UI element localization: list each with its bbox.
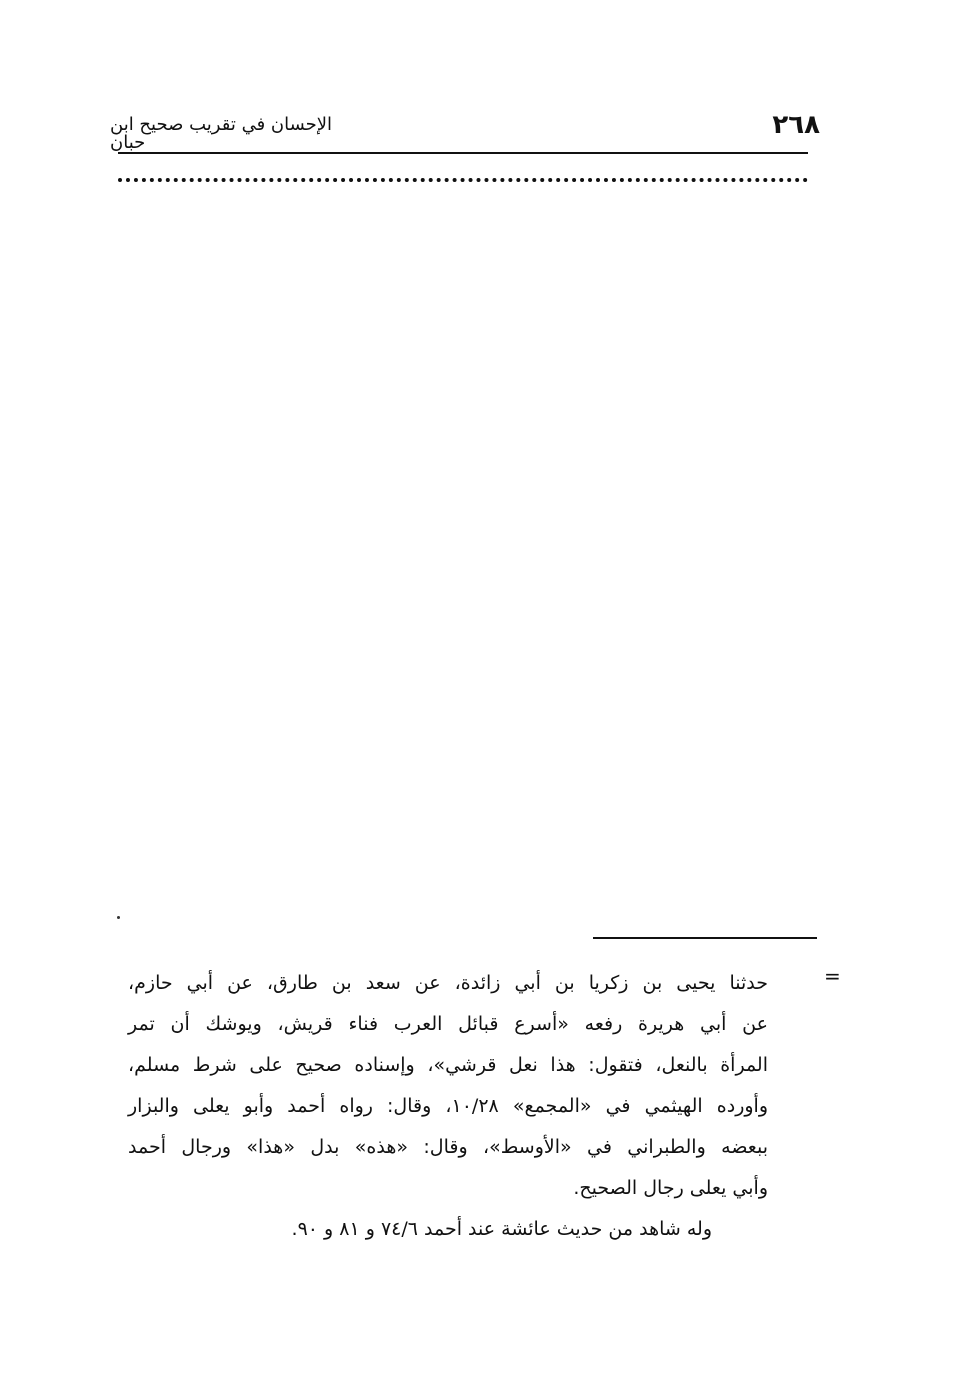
footnote-continuation-mark: = [824, 964, 841, 988]
footnote-line: وأورده الهيثمي في «المجمع» ١٠/٢٨، وقال: رواه أحمد وأبو يعلى والبزار [128, 1095, 768, 1117]
footnote-line: ببعضه والطبراني في «الأوسط»، وقال: «هذه» بدل «هذا» ورجال أحمد [128, 1136, 768, 1158]
header-rule [118, 152, 808, 154]
running-head-title: الإحسان في تقريب صحيح ابن حبان [110, 114, 333, 153]
footnote-line: عن أبي هريرة رفعه «أسرع قبائل العرب فناء قريش، ويوشك أن تمر [128, 1013, 768, 1035]
footnote-block [128, 963, 768, 1250]
dotted-separator [118, 178, 808, 182]
page-number: ٢٦٨ [772, 110, 820, 140]
page-speck [117, 916, 120, 919]
footnote-line: حدثنا يحيى بن زكريا بن أبي زائدة، عن سعد بن طارق، عن أبي حازم، [128, 972, 768, 994]
footnote-line: وله شاهد من حديث عائشة عند أحمد ٧٤/٦ و ٨١ و ٩٠. [291, 1218, 712, 1240]
footnote-line: وأبي يعلى رجال الصحيح. [573, 1177, 768, 1199]
footnote-line: المرأة بالنعل، فتقول: هذا نعل قرشي»، وإسناده صحيح على شرط مسلم، [128, 1054, 768, 1076]
footnote-separator-rule [593, 937, 817, 939]
